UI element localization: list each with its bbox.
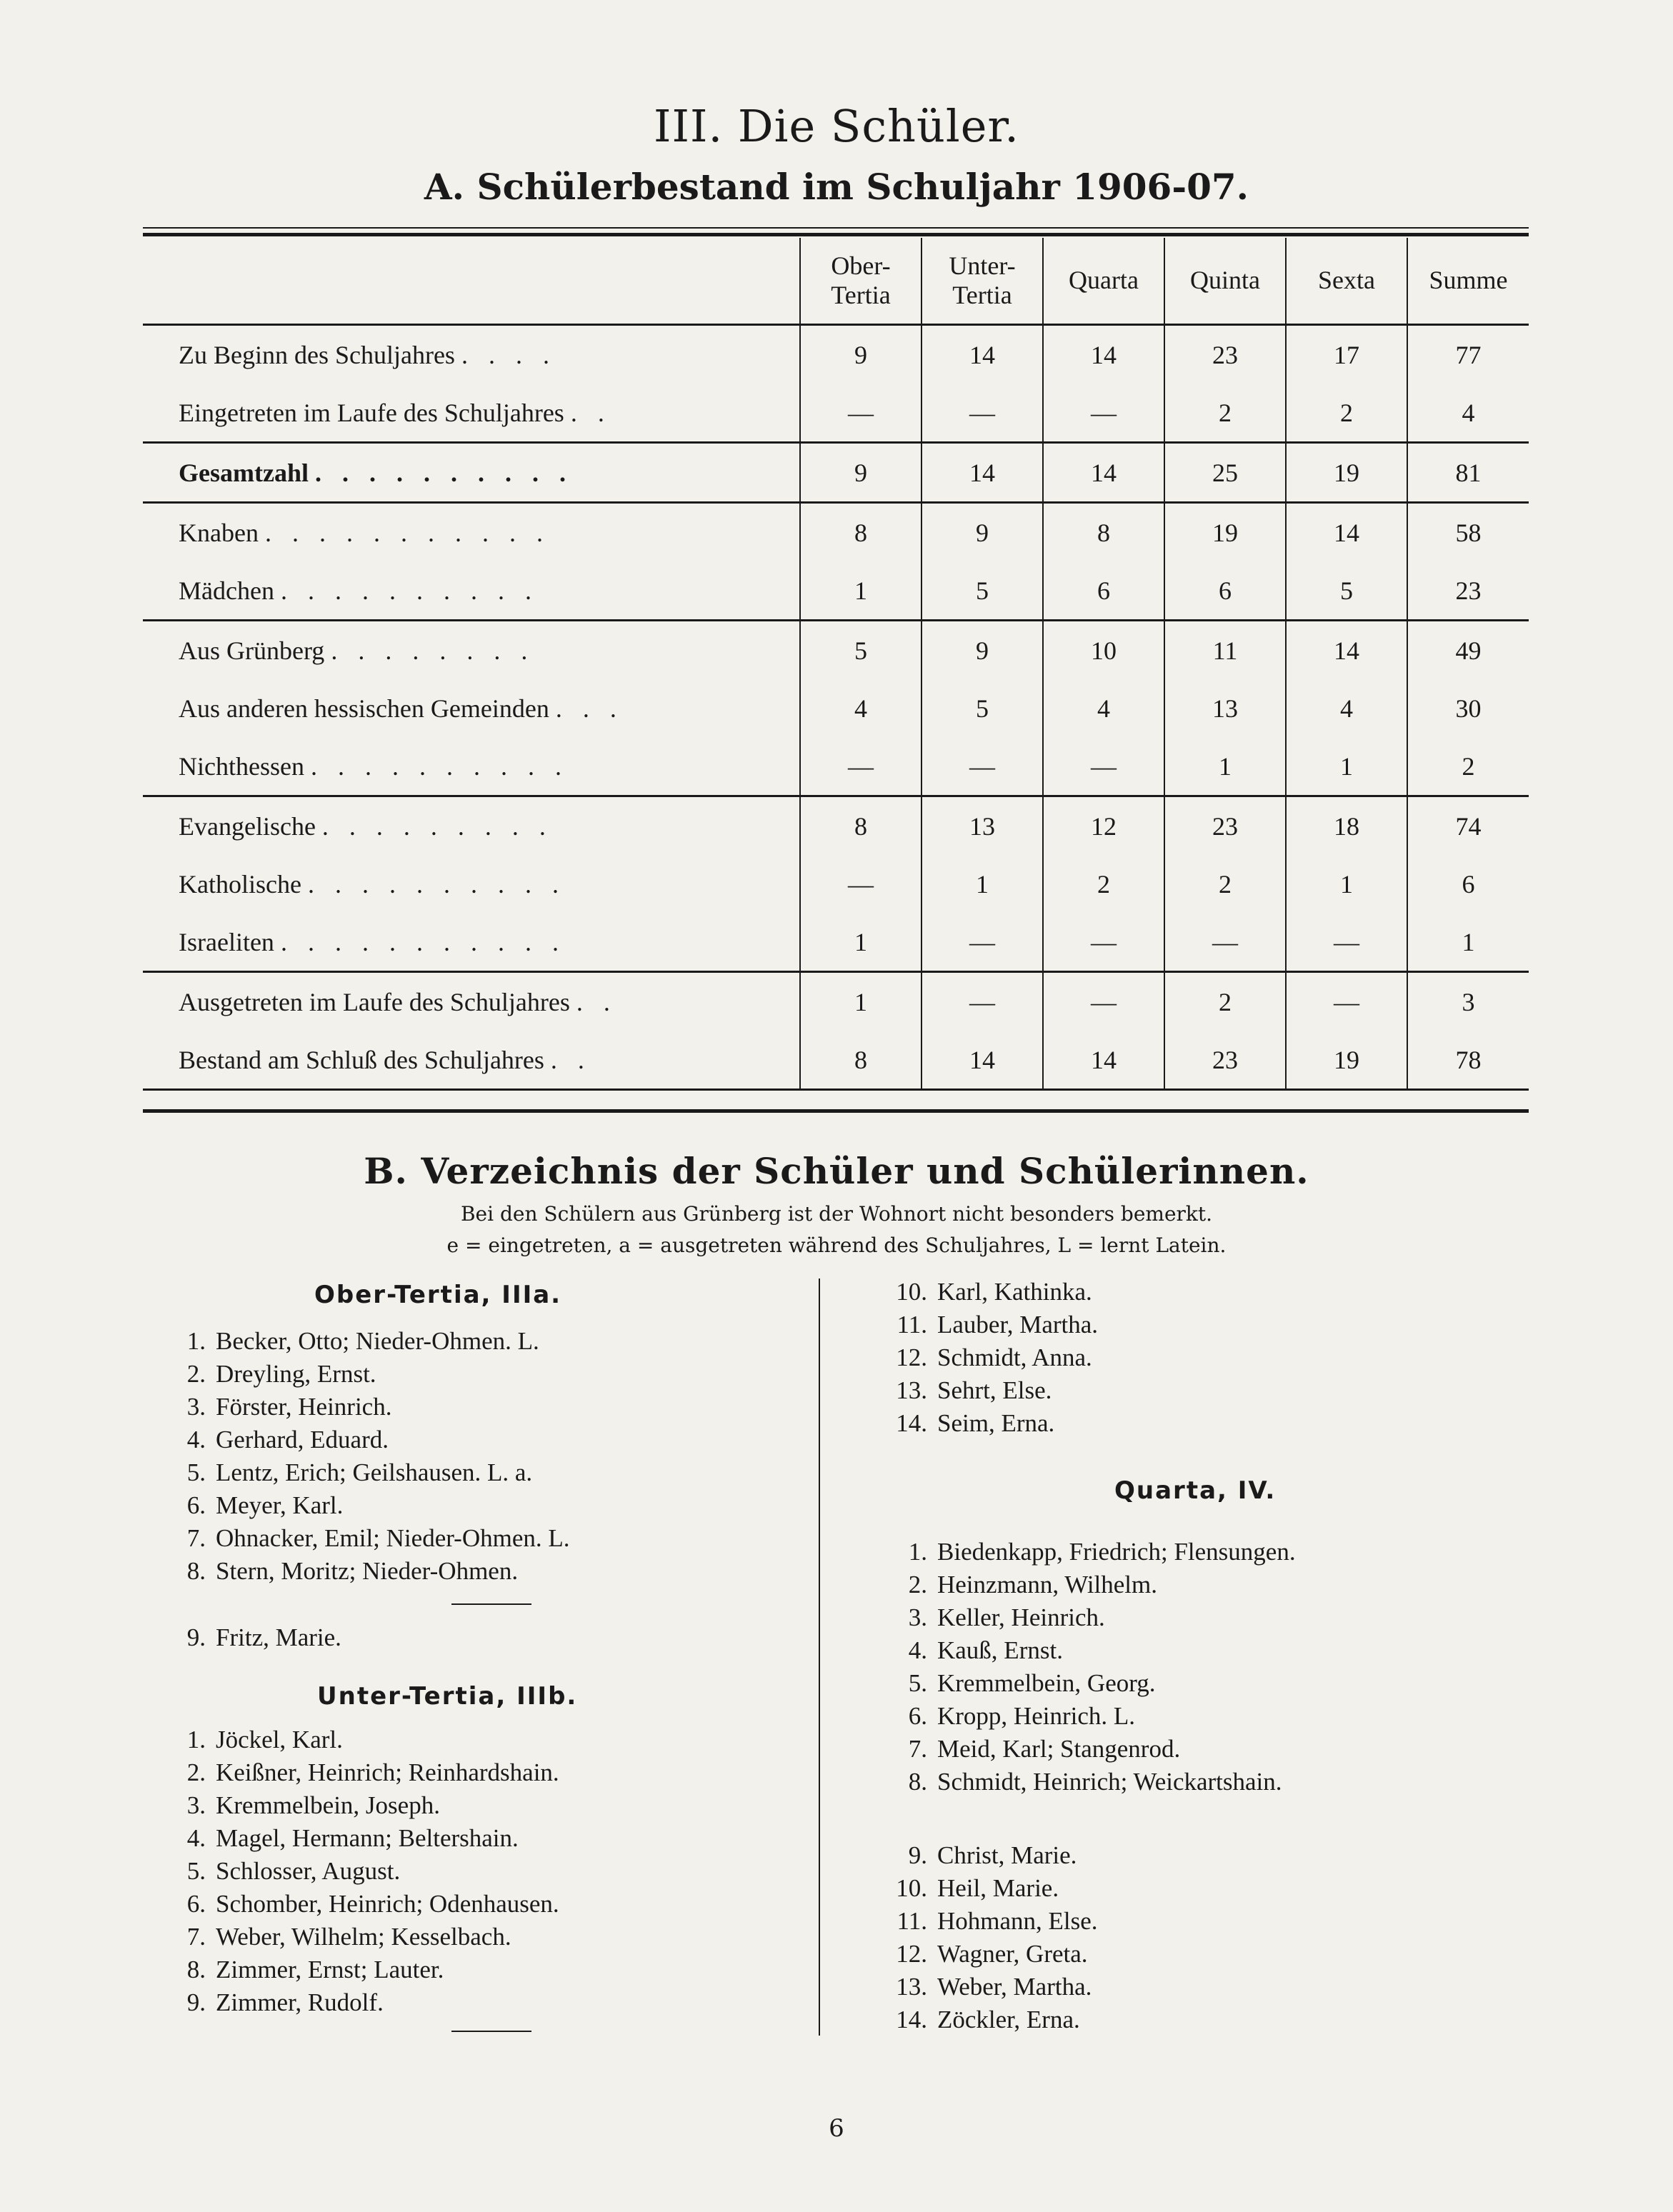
list-item: 9. Christ, Marie. xyxy=(908,1841,1077,1869)
chapter-title: III. Die Schüler. xyxy=(654,100,1019,152)
list-item: 13. Sehrt, Else. xyxy=(896,1376,1052,1404)
cell: 23 xyxy=(1407,561,1529,621)
cell: 19 xyxy=(1164,503,1286,562)
header-ober-tertia: Ober- Tertia xyxy=(800,238,922,325)
column-divider xyxy=(819,1278,820,2036)
list-ober-tertia-girls xyxy=(164,1621,341,1654)
row-label: Bestand am Schluß des Schuljahres . . xyxy=(143,1031,800,1090)
header-quarta: Quarta xyxy=(1043,238,1164,325)
row-label: Gesamtzahl . . . . . . . . . . xyxy=(143,443,800,503)
table-row xyxy=(143,855,1529,913)
list-item: 7. Weber, Wilhelm; Kesselbach. xyxy=(186,1923,511,1951)
section-a-title: A. Schülerbestand im Schuljahr 1906-07. xyxy=(424,166,1249,208)
cell: — xyxy=(800,855,922,913)
list-item: 12. Schmidt, Anna. xyxy=(896,1343,1092,1371)
cell: 5 xyxy=(1286,561,1407,621)
cell: 5 xyxy=(922,679,1043,737)
cell: 1 xyxy=(800,913,922,972)
header-unter-tertia: Unter- Tertia xyxy=(922,238,1043,325)
cell: — xyxy=(922,913,1043,972)
cell: 1 xyxy=(800,972,922,1031)
table-row xyxy=(143,621,1529,680)
table-row xyxy=(143,561,1529,621)
row-label: Israeliten . . . . . . . . . . . xyxy=(143,913,800,972)
cell: 14 xyxy=(1043,443,1164,503)
cell: 12 xyxy=(1043,796,1164,856)
cell: — xyxy=(1043,972,1164,1031)
cell: 6 xyxy=(1043,561,1164,621)
list-item: 6. Kropp, Heinrich. L. xyxy=(908,1702,1136,1730)
cell: 2 xyxy=(1164,972,1286,1031)
table-row xyxy=(143,325,1529,384)
cell: — xyxy=(1043,737,1164,796)
cell: 9 xyxy=(800,443,922,503)
cell: 14 xyxy=(1286,503,1407,562)
cell: 13 xyxy=(1164,679,1286,737)
list-item: 4. Kauß, Ernst. xyxy=(908,1636,1063,1664)
cell: 25 xyxy=(1164,443,1286,503)
table-row-total xyxy=(143,443,1529,503)
cell: 1 xyxy=(1164,737,1286,796)
cell: 14 xyxy=(1286,621,1407,680)
list-unter-tertia-boys xyxy=(164,1723,559,2019)
heading-unter-tertia: Unter-Tertia, IIIb. xyxy=(317,1682,578,1711)
cell: 1 xyxy=(1286,855,1407,913)
cell: 11 xyxy=(1164,621,1286,680)
cell: 2 xyxy=(1286,384,1407,443)
list-item: 1. Biedenkapp, Friedrich; Flensungen. xyxy=(908,1538,1296,1566)
cell: 5 xyxy=(800,621,922,680)
header-summe: Summe xyxy=(1407,238,1529,325)
heading-ober-tertia: Ober-Tertia, IIIa. xyxy=(314,1281,562,1309)
list-item: 4. Gerhard, Eduard. xyxy=(186,1426,389,1453)
list-item: 2. Keißner, Heinrich; Reinhardshain. xyxy=(186,1758,559,1786)
list-item: 5. Lentz, Erich; Geilshausen. L. a. xyxy=(186,1458,533,1486)
list-item: 8. Zimmer, Ernst; Lauter. xyxy=(186,1956,444,1983)
cell: — xyxy=(1043,913,1164,972)
list-item: 9. Zimmer, Rudolf. xyxy=(186,1988,384,2016)
cell: — xyxy=(800,737,922,796)
note-line-2: e = eingetreten, a = ausgetreten während des Schuljahres, L = lernt Latein. xyxy=(446,1233,1227,1257)
table-row xyxy=(143,972,1529,1031)
table-row xyxy=(143,796,1529,856)
row-label: Nichthessen . . . . . . . . . . xyxy=(143,737,800,796)
list-item: 8. Stern, Moritz; Nieder-Ohmen. xyxy=(186,1557,519,1585)
cell: 1 xyxy=(800,561,922,621)
cell: 9 xyxy=(922,503,1043,562)
row-label: Eingetreten im Laufe des Schuljahres . . xyxy=(143,384,800,443)
cell: — xyxy=(922,384,1043,443)
note-line-1: Bei den Schülern aus Grünberg ist der Wohnort nicht besonders bemerkt. xyxy=(460,1202,1213,1226)
cell: — xyxy=(922,737,1043,796)
cell: 3 xyxy=(1407,972,1529,1031)
list-item: 11. Lauber, Martha. xyxy=(897,1311,1099,1338)
list-item: 7. Ohnacker, Emil; Nieder-Ohmen. L. xyxy=(186,1524,570,1552)
row-label: Knaben . . . . . . . . . . . xyxy=(179,518,550,547)
list-item: 8. Schmidt, Heinrich; Weickartshain. xyxy=(908,1768,1282,1796)
list-item: 5. Kremmelbein, Georg. xyxy=(908,1669,1156,1697)
cell: — xyxy=(1164,913,1286,972)
cell: 2 xyxy=(1043,855,1164,913)
row-label: Mädchen . . . . . . . . . . xyxy=(143,561,800,621)
list-item: 6. Schomber, Heinrich; Odenhausen. xyxy=(186,1890,559,1918)
row-label: Zu Beginn des Schuljahres . . . . xyxy=(179,340,556,369)
list-item: 3. Förster, Heinrich. xyxy=(186,1393,392,1421)
cell: 49 xyxy=(1407,621,1529,680)
cell: 4 xyxy=(1043,679,1164,737)
cell: 6 xyxy=(1164,561,1286,621)
list-item: 6. Meyer, Karl. xyxy=(186,1491,344,1519)
list-item: 5. Schlosser, August. xyxy=(186,1857,401,1885)
table-top-rule-thin xyxy=(143,227,1529,229)
cell: 4 xyxy=(800,679,922,737)
separator-rule xyxy=(451,2031,531,2032)
row-label: Ausgetreten im Laufe des Schuljahres . . xyxy=(179,987,617,1016)
cell: 9 xyxy=(922,621,1043,680)
list-item: 14. Seim, Erna. xyxy=(896,1409,1055,1437)
list-item: 3. Keller, Heinrich. xyxy=(908,1603,1105,1631)
heading-quarta: Quarta, IV. xyxy=(1114,1476,1277,1505)
table-row xyxy=(143,737,1529,796)
cell: 5 xyxy=(922,561,1043,621)
cell: 58 xyxy=(1407,503,1529,562)
cell: 74 xyxy=(1407,796,1529,856)
cell: 9 xyxy=(800,325,922,384)
list-item: 11. Hohmann, Else. xyxy=(897,1907,1098,1935)
list-unter-tertia-girls xyxy=(886,1276,1098,1440)
cell: 77 xyxy=(1407,325,1529,384)
row-label: Evangelische . . . . . . . . . xyxy=(179,811,553,841)
list-item: 9. Fritz, Marie. xyxy=(186,1623,341,1651)
page-number: 6 xyxy=(829,2114,844,2143)
statistics-table xyxy=(143,238,1529,1091)
cell: 8 xyxy=(800,503,922,562)
cell: 14 xyxy=(922,1031,1043,1090)
cell: 1 xyxy=(1286,737,1407,796)
list-item: 4. Magel, Hermann; Beltershain. xyxy=(186,1824,519,1852)
list-quarta-girls xyxy=(886,1839,1098,2036)
cell: 2 xyxy=(1164,384,1286,443)
table-row xyxy=(143,503,1529,562)
list-ober-tertia-boys xyxy=(164,1325,570,1588)
separator-rule xyxy=(451,1603,531,1605)
cell: — xyxy=(1286,972,1407,1031)
cell: 8 xyxy=(1043,503,1164,562)
list-item: 1. Becker, Otto; Nieder-Ohmen. L. xyxy=(186,1327,539,1355)
list-item: 7. Meid, Karl; Stangenrod. xyxy=(908,1735,1181,1763)
cell: 30 xyxy=(1407,679,1529,737)
cell: 17 xyxy=(1286,325,1407,384)
section-b-title: B. Verzeichnis der Schüler und Schülerinnen. xyxy=(364,1150,1309,1192)
list-item: 1. Jöckel, Karl. xyxy=(186,1726,343,1753)
list-item: 14. Zöckler, Erna. xyxy=(896,2006,1080,2033)
list-item: 3. Kremmelbein, Joseph. xyxy=(186,1791,440,1819)
cell: 6 xyxy=(1407,855,1529,913)
cell: 2 xyxy=(1164,855,1286,913)
cell: 14 xyxy=(1043,1031,1164,1090)
cell: — xyxy=(800,384,922,443)
cell: 2 xyxy=(1407,737,1529,796)
header-sexta: Sexta xyxy=(1286,238,1407,325)
cell: 8 xyxy=(800,1031,922,1090)
list-item: 12. Wagner, Greta. xyxy=(896,1940,1088,1968)
cell: 19 xyxy=(1286,1031,1407,1090)
cell: 13 xyxy=(922,796,1043,856)
cell: 4 xyxy=(1407,384,1529,443)
table-row xyxy=(143,679,1529,737)
list-item: 2. Dreyling, Ernst. xyxy=(186,1360,376,1388)
cell: 23 xyxy=(1164,1031,1286,1090)
cell: 14 xyxy=(922,443,1043,503)
cell: — xyxy=(922,972,1043,1031)
cell: 19 xyxy=(1286,443,1407,503)
list-quarta-boys xyxy=(886,1536,1296,1798)
header-quinta: Quinta xyxy=(1164,238,1286,325)
cell: 81 xyxy=(1407,443,1529,503)
cell: 14 xyxy=(922,325,1043,384)
cell: 23 xyxy=(1164,796,1286,856)
table-row xyxy=(143,1031,1529,1090)
table-row xyxy=(143,913,1529,972)
cell: 8 xyxy=(800,796,922,856)
cell: — xyxy=(1043,384,1164,443)
table-top-rule-thick xyxy=(143,233,1529,236)
list-item: 2. Heinzmann, Wilhelm. xyxy=(908,1571,1158,1598)
list-item: 10. Heil, Marie. xyxy=(896,1874,1059,1902)
table-header-row xyxy=(143,238,1529,325)
list-item: 13. Weber, Martha. xyxy=(896,1973,1092,2001)
row-label: Aus Grünberg . . . . . . . . xyxy=(179,636,535,665)
cell: 10 xyxy=(1043,621,1164,680)
row-label: Katholische . . . . . . . . . . xyxy=(179,869,566,899)
cell: 23 xyxy=(1164,325,1286,384)
cell: 4 xyxy=(1286,679,1407,737)
row-label: Aus anderen hessischen Gemeinden . . . xyxy=(179,694,624,723)
table-row xyxy=(143,384,1529,443)
cell: 1 xyxy=(1407,913,1529,972)
header-label xyxy=(143,238,800,325)
cell: — xyxy=(1286,913,1407,972)
list-item: 10. Karl, Kathinka. xyxy=(896,1278,1092,1306)
cell: 18 xyxy=(1286,796,1407,856)
cell: 14 xyxy=(1043,325,1164,384)
cell: 1 xyxy=(922,855,1043,913)
table-bottom-rule xyxy=(143,1109,1529,1113)
cell: 78 xyxy=(1407,1031,1529,1090)
